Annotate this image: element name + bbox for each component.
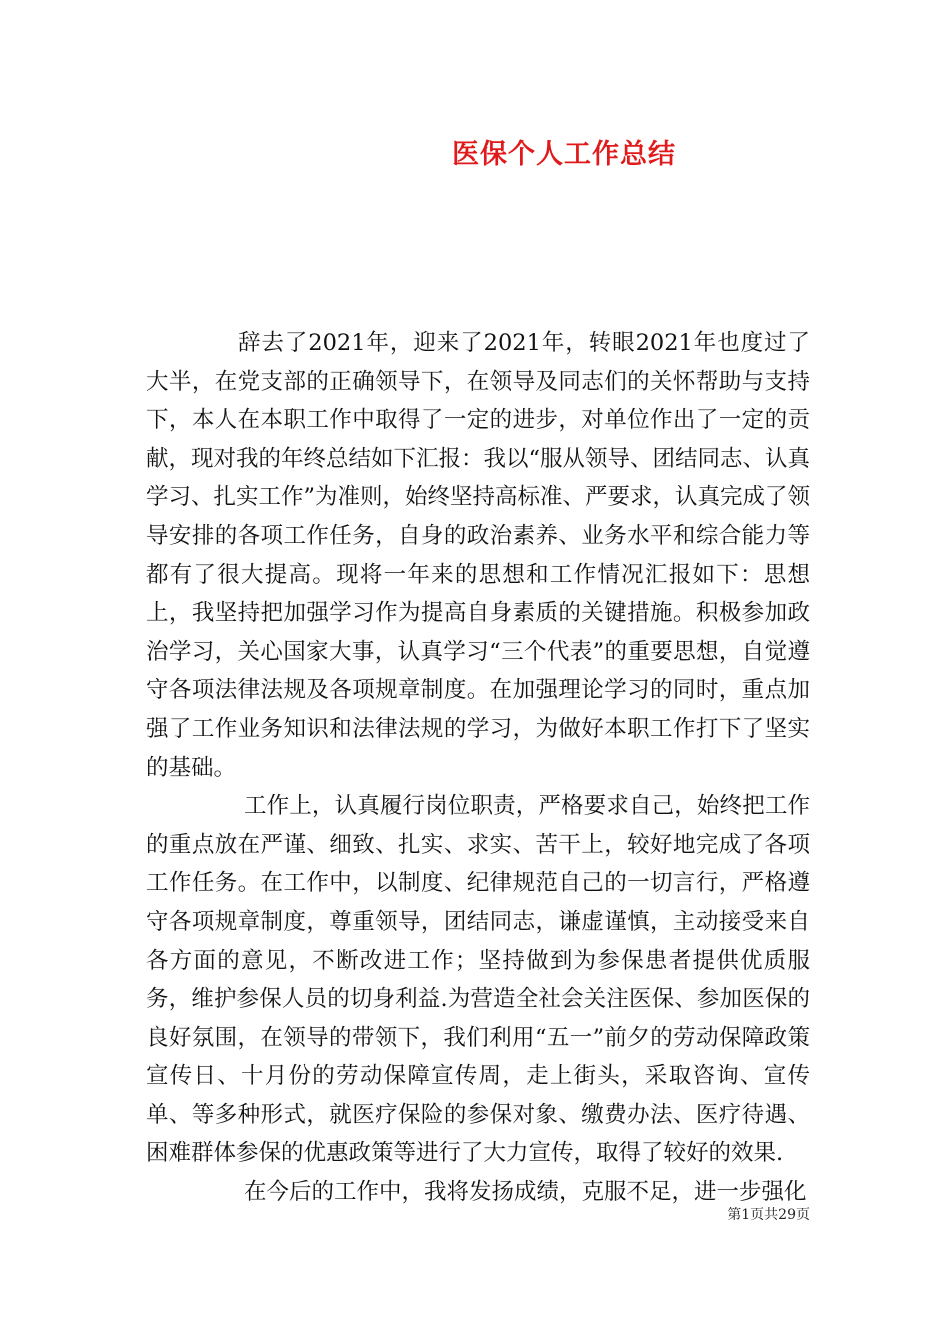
paragraph-1: 辞去了2021年，迎来了2021年，转眼2021年也度过了大半，在党支部的正确领导下，在领导及同志们的关怀帮助与支持下，本人在本职工作中取得了一定的进步，对单位作出了一定的贡献，现对我的年终总结如下汇报：我以“服从领导、团结同志、认真学习、扎实工作”为准则，始终坚持高标准、严要求，认真完成了领导安排的各项工作任务，自身的政治素养、业务水平和综合能力等都有了很大提高。现将一年来的思想和工作情况汇报如下：思想上，我坚持把加强学习作为提高自身素质的关键措施。积极参加政治学习，关心国家大事，认真学习“三个代表”的重要思想，自觉遵守各项法律法规及各项规章制度。在加强理论学习的同时，重点加强了工作业务知识和法律法规的学习，为做好本职工作打下了坚实的基础。 [146,330,811,781]
paragraph-2: 工作上，认真履行岗位职责，严格要求自己，始终把工作的重点放在严谨、细致、扎实、求实、苦干上，较好地完成了各项工作任务。在工作中，以制度、纪律规范自己的一切言行，严格遵守各项规章制度，尊重领导，团结同志，谦虚谨慎，主动接受来自各方面的意见，不断改进工作；坚持做到为参保患者提供优质服务，维护参保人员的切身利益.为营造全社会关注医保、参加医保的良好氛围，在领导的带领下，我们利用“五一”前夕的劳动保障政策宣传日、十月份的劳动保障宣传周，走上街头，采取咨询、宣传单、等多种形式，就医疗保险的参保对象、缴费办法、医疗待遇、困难群体参保的优惠政策等进行了大力宣传，取得了较好的效果. [146,793,810,1167]
paragraph-3: 在今后的工作中，我将发扬成绩，克服不足，进一步强化 [244,1179,807,1206]
page-number: 第1页共29页 [727,1207,810,1223]
document-body [146,324,810,1212]
document-title: 医保个人工作总结 [452,139,676,170]
